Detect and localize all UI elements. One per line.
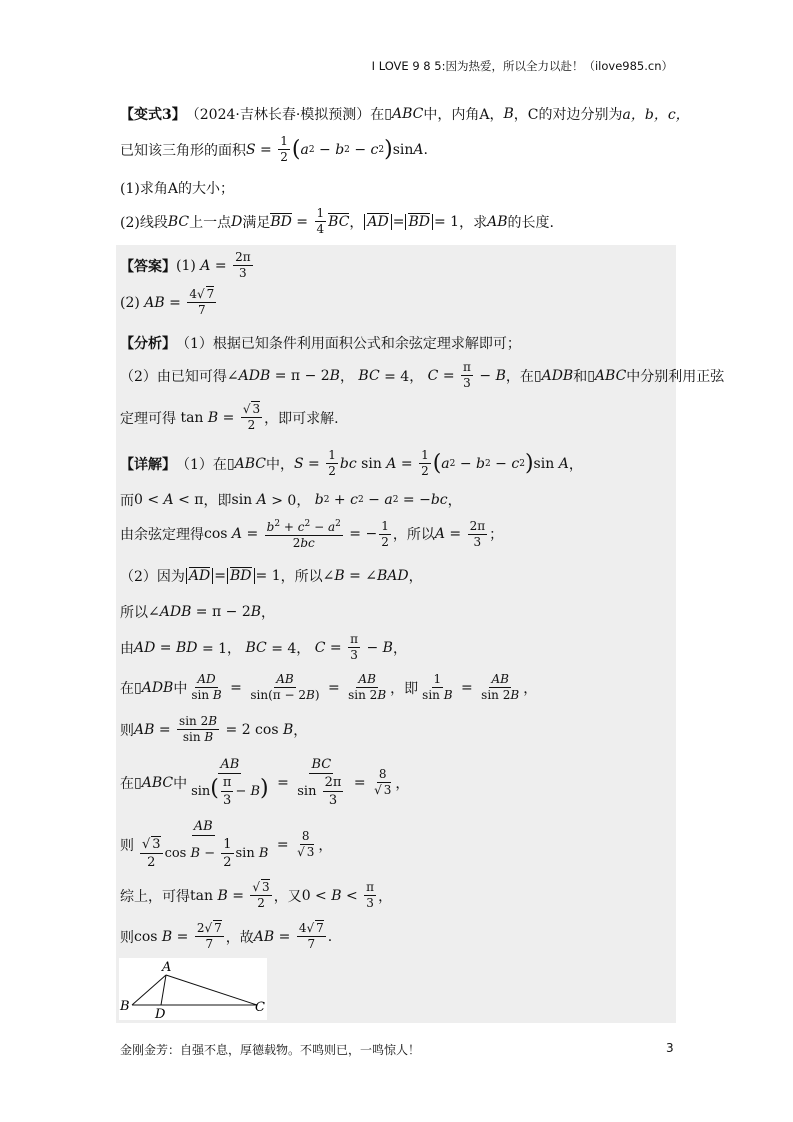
problem-line-3: (1)求角A的大小； [120, 181, 234, 197]
vertex-label-a: A [162, 960, 172, 975]
answer-line-2: (2) AB = $\frac{4√ 7}{7}$ [120, 287, 215, 317]
detail-line-1: 【详解】 （1）在 ▯ ABC 中， S = $\frac{1}{2}$ bc sin A = $\frac{1}{2}$ ( a 2 − b 2 − c 2 ) sin A ， [120, 448, 583, 478]
analysis-line-2: （2）由已知可得 ∠ ADB = π − 2 B ， BC = 4， C = $\frac{\pi}{3}$ − B ，在 ▯ ADB 和 ▯ ABC 中分别利用正弦 [120, 360, 725, 390]
problem-line-2: 已知该三角形的面积 S = $\frac{1}{2}$ ( a 2 − b 2 − c 2 ) sin A . [120, 134, 428, 164]
detail-line-3: 由余弦定理得 cos A = $\frac{b^2 + c^2 - a^2}{2bc}$ = − $\frac{1}{2}$ ，所以 A = $\frac{2\pi}{3}$ ； [120, 518, 504, 550]
detail-line-9: 在 ▯ ABC 中 AB sin( $\frac{\pi}{3}$ − B) = BC sin $\frac{2\pi}{3}$ = $\frac{8}{√ 3}$ ， [120, 757, 410, 808]
triangle-figure [119, 958, 267, 1020]
vertex-label-c: C [255, 1000, 265, 1015]
vertex-label-d: D [155, 1007, 166, 1020]
detail-line-11: 综上，可得 tan B = $\frac{√ 3}{2}$ ，又 0 < B < $\frac{\pi}{3}$ ， [120, 880, 393, 910]
page-header: I LOVE 9 8 5:因为热爱，所以全力以赴！（ilove985.cn） [371, 59, 673, 73]
detail-line-10: 则 AB $\frac{√ 3}{2}$ cos B − $\frac{1}{2}$ sin B = $\frac{8}{√ 3}$ ， [120, 819, 333, 870]
vertex-label-b: B [120, 999, 130, 1014]
detail-line-4: （2）因为 AD = BD = 1 ，所以 ∠ B = ∠ BAD ， [120, 568, 423, 585]
detail-line-7: 在 ▯ ADB 中 $\frac{AD}{\text{sin B}}$ = $\frac{AB}{\sin(\pi - 2B)}$ = $\frac{AB}{\sin 2B}$ ，即 $\frac{1}{\text{sin B}}$ = $\frac{AB}{\sin 2B}$ ， [120, 672, 538, 702]
problem-text: 中，内角A， [423, 107, 504, 123]
problem-source: （2024·吉林长春·模拟预测）在 [185, 107, 385, 123]
problem-line-4: (2)线段 BC 上一点 D 满足 BD = $\frac{1}{4}$ BC ， AD = BD = 1 ，求 AB 的长度. [120, 206, 554, 236]
detail-line-5: 所以 ∠ ADB = π − 2 B ， [120, 604, 276, 621]
detail-line-2: 而 0 < A < π ，即 sin A > 0， b 2 + c 2 − a 2 = − bc ， [120, 492, 462, 509]
answer-line-1: 【答案】 (1) A = $\frac{2\pi}{3}$ [120, 250, 251, 280]
analysis-line-1: 【分析】 （1）根据已知条件利用面积公式和余弦定理求解即可； [120, 336, 521, 352]
detail-line-12: 则 cos B = $\frac{2√ 7}{7}$ ，故 AB = $\frac{4√ 7}{7}$ . [120, 921, 333, 951]
problem-tag: 【变式3】 [120, 107, 186, 123]
analysis-line-3: 定理可得 tan B = $\frac{√ 3}{2}$ ，即可求解. [120, 402, 339, 432]
detail-line-6: 由 AD = BD = 1， BC = 4， C = $\frac{\pi}{3}$ − B ， [120, 632, 407, 662]
detail-line-8: 则 AB = $\frac{\sin 2B}{\text{sin B}}$ = 2 cos B ， [120, 714, 308, 744]
page-number: 3 [666, 1041, 674, 1055]
problem-line-1: 【变式3】 （2024·吉林长春·模拟预测）在 ▯ABC 中，内角A， B ，C的对边分别为 a，b，c， [120, 106, 690, 123]
page-footer: 金刚金芳：自强不息，厚德载物。不鸣则已，一鸣惊人！ [120, 1043, 421, 1057]
